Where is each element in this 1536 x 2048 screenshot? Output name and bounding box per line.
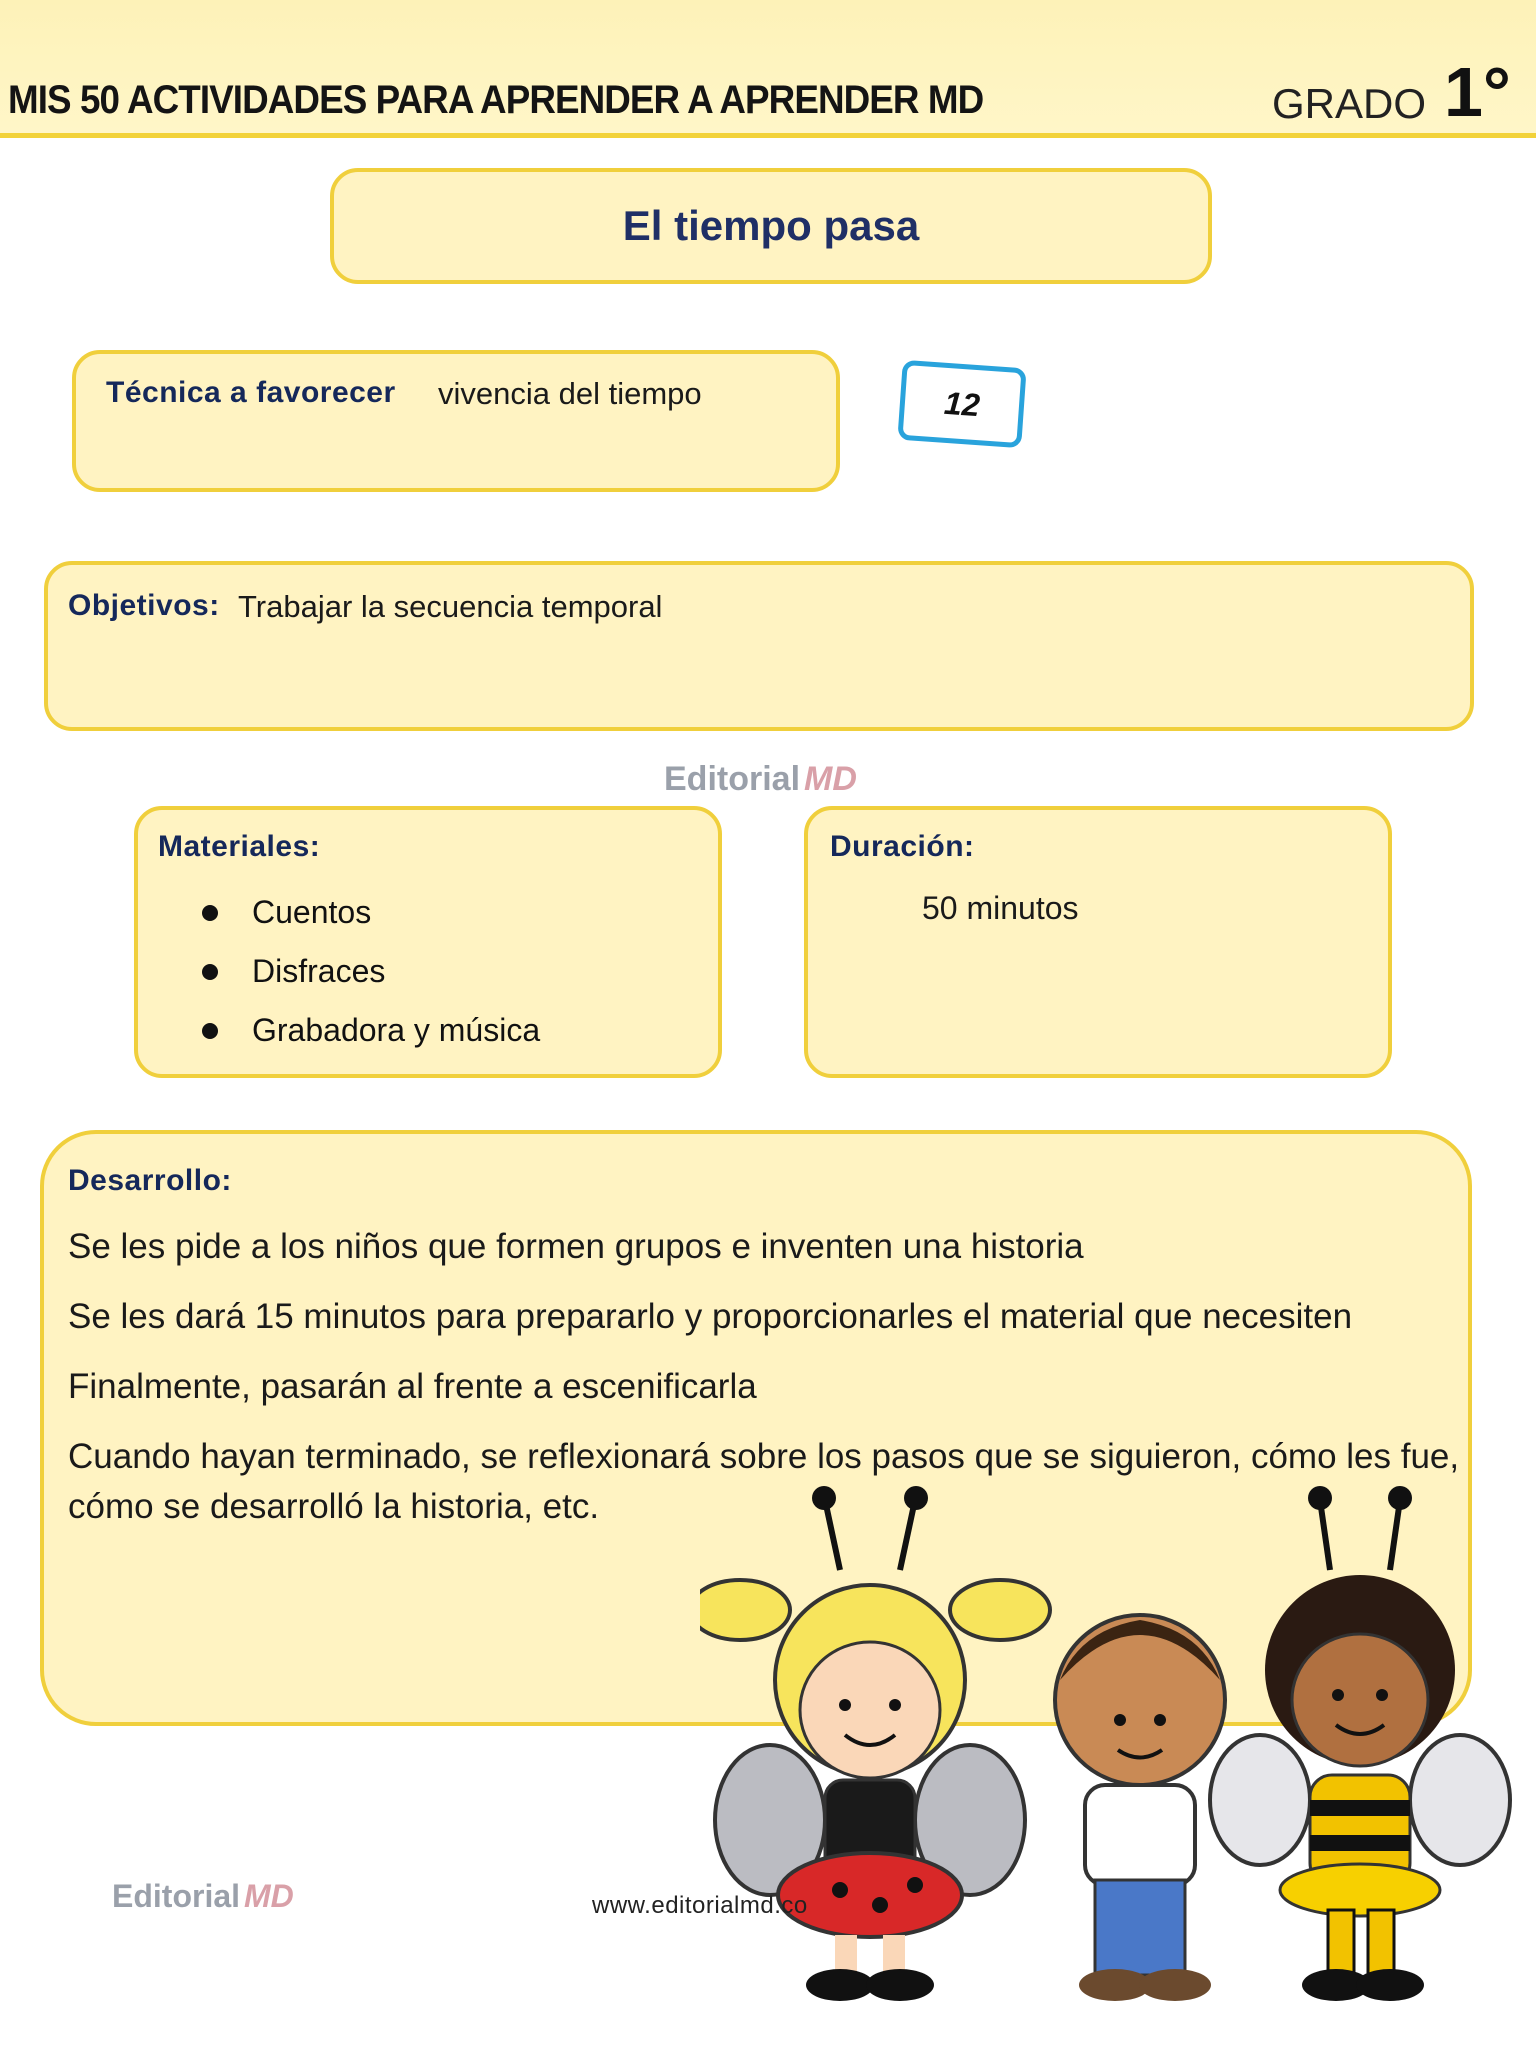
desarrollo-line: Finalmente, pasarán al frente a escenificarla (68, 1367, 757, 1406)
boy-figure (1055, 1615, 1225, 2001)
children-illustration (700, 1480, 1520, 2008)
objetivos-box (44, 561, 1474, 731)
bullet-icon (202, 1023, 218, 1039)
duracion-box (804, 806, 1392, 1078)
bullet-icon (202, 905, 218, 921)
footer-url: www.editorialmd.co (592, 1892, 808, 1919)
editorial-watermark-footer: Editorial MD (112, 1878, 294, 1914)
desarrollo-line: cómo se desarrolló la historia, etc. (68, 1487, 600, 1526)
list-item: Grabadora y música (202, 1012, 540, 1049)
tecnica-box (72, 350, 840, 492)
tecnica-value: vivencia del tiempo (438, 376, 702, 411)
materiales-box (134, 806, 722, 1078)
list-item: Cuentos (202, 894, 540, 931)
ladybug-girl-figure (700, 1486, 1050, 2001)
objetivos-label: Objetivos: (68, 589, 220, 622)
grade-value: 1° (1444, 53, 1511, 131)
materiales-list (202, 894, 540, 1071)
grade-label: GRADO (1272, 80, 1427, 127)
duracion-label: Duración: (830, 830, 975, 863)
editorial-watermark-center: Editorial MD (664, 760, 857, 798)
activity-number-badge: 12 (897, 360, 1026, 448)
bullet-icon (202, 964, 218, 980)
desarrollo-line: Cuando hayan terminado, se reflexionará sobre los pasos que se siguieron, cómo les fue, (68, 1437, 1460, 1476)
desarrollo-label: Desarrollo: (68, 1164, 232, 1197)
desarrollo-line: Se les pide a los niños que formen grupos e inventen una historia (68, 1227, 1084, 1266)
duracion-value: 50 minutos (922, 890, 1079, 926)
objetivos-value: Trabajar la secuencia temporal (238, 589, 663, 624)
book-title: MIS 50 ACTIVIDADES PARA APRENDER A APRENDER MD (8, 78, 984, 122)
materiales-label: Materiales: (158, 830, 321, 863)
list-item: Disfraces (202, 953, 540, 990)
activity-title: El tiempo pasa (622, 202, 920, 249)
desarrollo-line: Se les dará 15 minutos para prepararlo y proporcionarles el material que necesiten (68, 1297, 1353, 1336)
tecnica-label: Técnica a favorecer (106, 376, 396, 409)
page-header (0, 0, 1536, 138)
bee-girl-figure (1210, 1486, 1510, 2001)
